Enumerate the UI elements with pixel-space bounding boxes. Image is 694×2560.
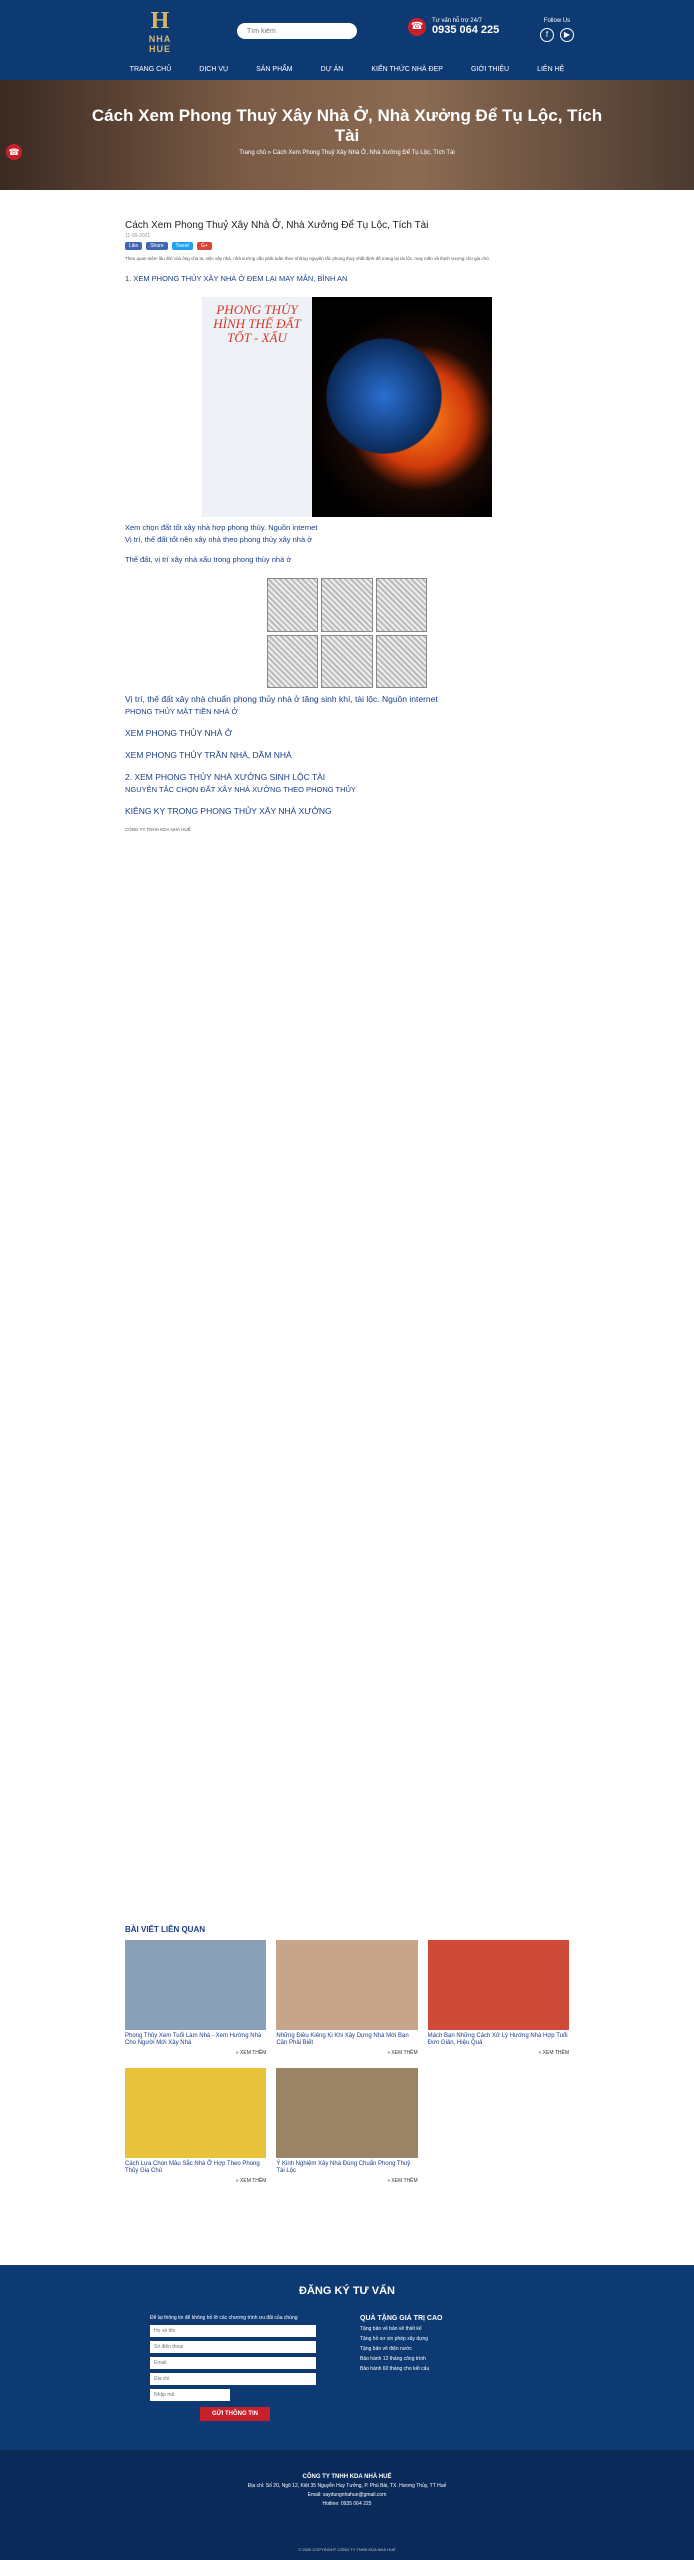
email-field[interactable]: [150, 2357, 316, 2369]
article-date: 11-09-2021: [125, 233, 151, 239]
footer-email[interactable]: Email: xaydungnhahue@gmail.com: [307, 2492, 387, 2498]
tweet-button[interactable]: Tweet: [172, 242, 193, 250]
post-thumbnail[interactable]: [125, 2068, 266, 2158]
youtube-icon[interactable]: ▶: [560, 28, 574, 42]
post-thumbnail[interactable]: [276, 1940, 417, 2030]
consult-form: [150, 2315, 340, 2421]
post-title[interactable]: Ý Kinh Nghiệm Xây Nhà Đúng Chuẩn Phong Thuỷ Tài Lộc: [276, 2161, 411, 2174]
image-title: PHONG THỦY HÌNH THẾ ĐẤT TỐT - XẤU: [213, 302, 301, 345]
post-title[interactable]: Mách Bạn Những Cách Xử Lý Hướng Nhà Hợp Tuổi Đơn Giản, Hiệu Quả: [427, 2033, 568, 2046]
hotline[interactable]: [408, 18, 499, 36]
address-field[interactable]: [150, 2373, 316, 2385]
name-field[interactable]: [150, 2325, 316, 2337]
read-more-link[interactable]: » XEM THÊM: [538, 2050, 569, 2056]
read-more-link[interactable]: » XEM THÊM: [235, 2050, 267, 2056]
logo-text: NHA HUE: [148, 34, 172, 54]
nav-products[interactable]: SẢN PHẨM: [256, 66, 293, 73]
submit-button[interactable]: GỬI THÔNG TIN: [200, 2407, 270, 2421]
section-heading: 2. XEM PHONG THỦY NHÀ XƯỞNG SINH LỘC TÀI: [125, 772, 326, 782]
phone-field[interactable]: [150, 2341, 316, 2353]
breadcrumb[interactable]: Trang chủ » Cách Xem Phong Thuỷ Xây Nhà Ở, Nhà Xưởng Để Tụ Lộc, Tích Tài: [239, 150, 455, 156]
hotline-label: Tư vấn hỗ trợ 24/7: [432, 18, 482, 24]
share-button[interactable]: Share: [146, 242, 167, 250]
gift-list: [360, 2315, 550, 2376]
post-title[interactable]: Cách Lựa Chọn Màu Sắc Nhà Ở Hợp Theo Phong Thủy Gia Chủ: [125, 2161, 260, 2174]
related-card[interactable]: [276, 1940, 417, 2056]
post-title[interactable]: Những Điều Kiêng Kị Khi Xây Dựng Nhà Mới Bạn Cần Phải Biết: [276, 2033, 409, 2046]
gift-heading: QUÀ TẶNG GIÁ TRỊ CAO: [360, 2315, 443, 2322]
nav-knowledge[interactable]: KIẾN THỨC NHÀ ĐẸP: [371, 66, 443, 73]
follow-label: Follow Us: [543, 18, 571, 24]
related-card[interactable]: [125, 2068, 266, 2184]
footer-company: CÔNG TY TNHH KDA NHÀ HUẾ: [302, 2474, 392, 2480]
footer-address: Địa chỉ: Số 20, Ngõ 12, Kiệt 35 Nguyễn Huy Tưởng, P. Phú Bài, TX. Hương Thủy, TT Huế: [247, 2483, 447, 2489]
land-shape-diagram: [267, 578, 427, 688]
article-title: Cách Xem Phong Thuỷ Xây Nhà Ở, Nhà Xưởng Để Tụ Lộc, Tích Tài: [125, 220, 429, 231]
paragraph: [125, 818, 569, 824]
page-title: Cách Xem Phong Thuỷ Xây Nhà Ở, Nhà Xưởng Để Tụ Lộc, Tích Tài: [91, 106, 603, 145]
article-intro: Theo quan niệm lâu đời của ông cha ta, việc xây nhà, nhà xưởng cần phải tuân theo những nguyên tắc phong thuỷ nhất định để mang lại tài lộc, may mắn và thịnh vượng cho gia chủ.: [125, 256, 490, 261]
paragraph: [125, 285, 569, 291]
read-more-link[interactable]: » XEM THÊM: [235, 2178, 267, 2184]
company-signature: CÔNG TY TNHH KDA NHÀ HUẾ: [125, 827, 191, 832]
image-caption: Vị trí, thế đất xây nhà chuẩn phong thủy nhà ở tăng sinh khí, tài lộc. Nguồn internet: [125, 694, 438, 704]
paragraph: [125, 718, 569, 724]
gift-item: Bảo hành 12 tháng công trình: [360, 2356, 426, 2362]
phone-icon: ☎: [408, 18, 426, 36]
section-heading: XEM PHONG THỦY TRẦN NHÀ, DẦM NHÀ: [125, 750, 292, 760]
section-heading: XEM PHONG THỦY NHÀ Ở: [125, 728, 233, 738]
section-heading: PHONG THỦY MẶT TIỀN NHÀ Ở: [125, 707, 238, 716]
paragraph: [125, 546, 569, 552]
read-more-link[interactable]: » XEM THÊM: [387, 2050, 418, 2056]
paragraph: [125, 265, 569, 271]
read-more-link[interactable]: » XEM THÊM: [387, 2178, 418, 2184]
paragraph: [125, 762, 569, 768]
site-header: [0, 0, 694, 80]
article: [125, 220, 569, 836]
main-nav: [0, 64, 694, 80]
paragraph: [125, 566, 569, 572]
nav-home[interactable]: TRANG CHỦ: [129, 66, 172, 73]
nav-services[interactable]: DỊCH VỤ: [199, 66, 229, 73]
gift-item: Tặng bản vẽ bản vẽ thiết kế: [360, 2326, 422, 2332]
image-caption: Xem chọn đất tốt xây nhà hợp phong thủy. Nguồn internet: [125, 523, 318, 532]
post-title[interactable]: Phong Thủy Xem Tuổi Làm Nhà - Xem Hướng Nhà Cho Người Mới Xây Nhà: [125, 2033, 262, 2046]
captcha-field[interactable]: [150, 2389, 230, 2401]
hotline-number: 0935 064 225: [432, 24, 500, 36]
paragraph: [125, 740, 569, 746]
related-posts: [125, 1925, 569, 2184]
related-heading: BÀI VIẾT LIÊN QUAN: [125, 1925, 206, 1934]
page-banner: [0, 80, 694, 190]
search-input[interactable]: [237, 23, 357, 39]
yin-yang-graphic: [312, 297, 492, 517]
sub-heading: NGUYÊN TẮC CHỌN ĐẤT XÂY NHÀ XƯỞNG THEO PHONG THỦY: [125, 785, 356, 794]
section-heading: KIÊNG KỴ TRONG PHONG THỦY XÂY NHÀ XƯỞNG: [125, 806, 332, 816]
form-heading: ĐĂNG KÝ TƯ VẤN: [299, 2285, 395, 2297]
like-button[interactable]: Like: [125, 242, 142, 250]
form-intro: Để lại thông tin để không bỏ lỡ các chương trình ưu đãi của chúng: [150, 2315, 298, 2321]
nav-projects[interactable]: DỰ ÁN: [320, 66, 344, 73]
gift-item: Tặng bản vẽ điện nước: [360, 2346, 412, 2352]
footer-hotline[interactable]: Hotline: 0935 064 225: [322, 2501, 372, 2507]
sub-heading: Vị trí, thế đất tốt nên xây nhà theo phong thủy xây nhà ở: [125, 535, 313, 544]
section-heading: 1. XEM PHONG THỦY XÂY NHÀ Ở ĐEM LẠI MAY MẮN, BÌNH AN: [125, 274, 348, 283]
paragraph: [125, 796, 569, 802]
nav-contact[interactable]: LIÊN HỆ: [537, 66, 565, 73]
related-card[interactable]: [276, 2068, 417, 2184]
consult-form-section: [0, 2265, 694, 2450]
gplus-button[interactable]: G+: [197, 242, 212, 250]
site-footer: [0, 2450, 694, 2560]
logo-mark: H: [150, 8, 170, 34]
facebook-icon[interactable]: f: [540, 28, 554, 42]
post-thumbnail[interactable]: [276, 2068, 417, 2158]
nav-about[interactable]: GIỚI THIỆU: [470, 66, 510, 73]
share-bar: [125, 242, 569, 250]
sub-heading: Thế đất, vị trí xây nhà xấu trong phong thủy nhà ở: [125, 555, 292, 564]
related-card[interactable]: [428, 1940, 569, 2056]
gift-item: Bảo hành 60 tháng cho kết cấu: [360, 2366, 430, 2372]
feng-shui-land-image: [202, 297, 492, 517]
post-thumbnail[interactable]: [125, 1940, 266, 2030]
logo[interactable]: [140, 8, 180, 54]
phone-float-icon[interactable]: ☎: [6, 144, 22, 160]
related-card[interactable]: [125, 1940, 266, 2056]
gift-item: Tặng hồ sơ xin phép xây dựng: [360, 2336, 429, 2342]
copyright: © 2020 COPYRIGHT CÔNG TY TNHH KDA NHÀ HUẾ: [298, 2547, 396, 2552]
post-thumbnail[interactable]: [428, 1940, 569, 2030]
follow-us: [540, 18, 574, 42]
